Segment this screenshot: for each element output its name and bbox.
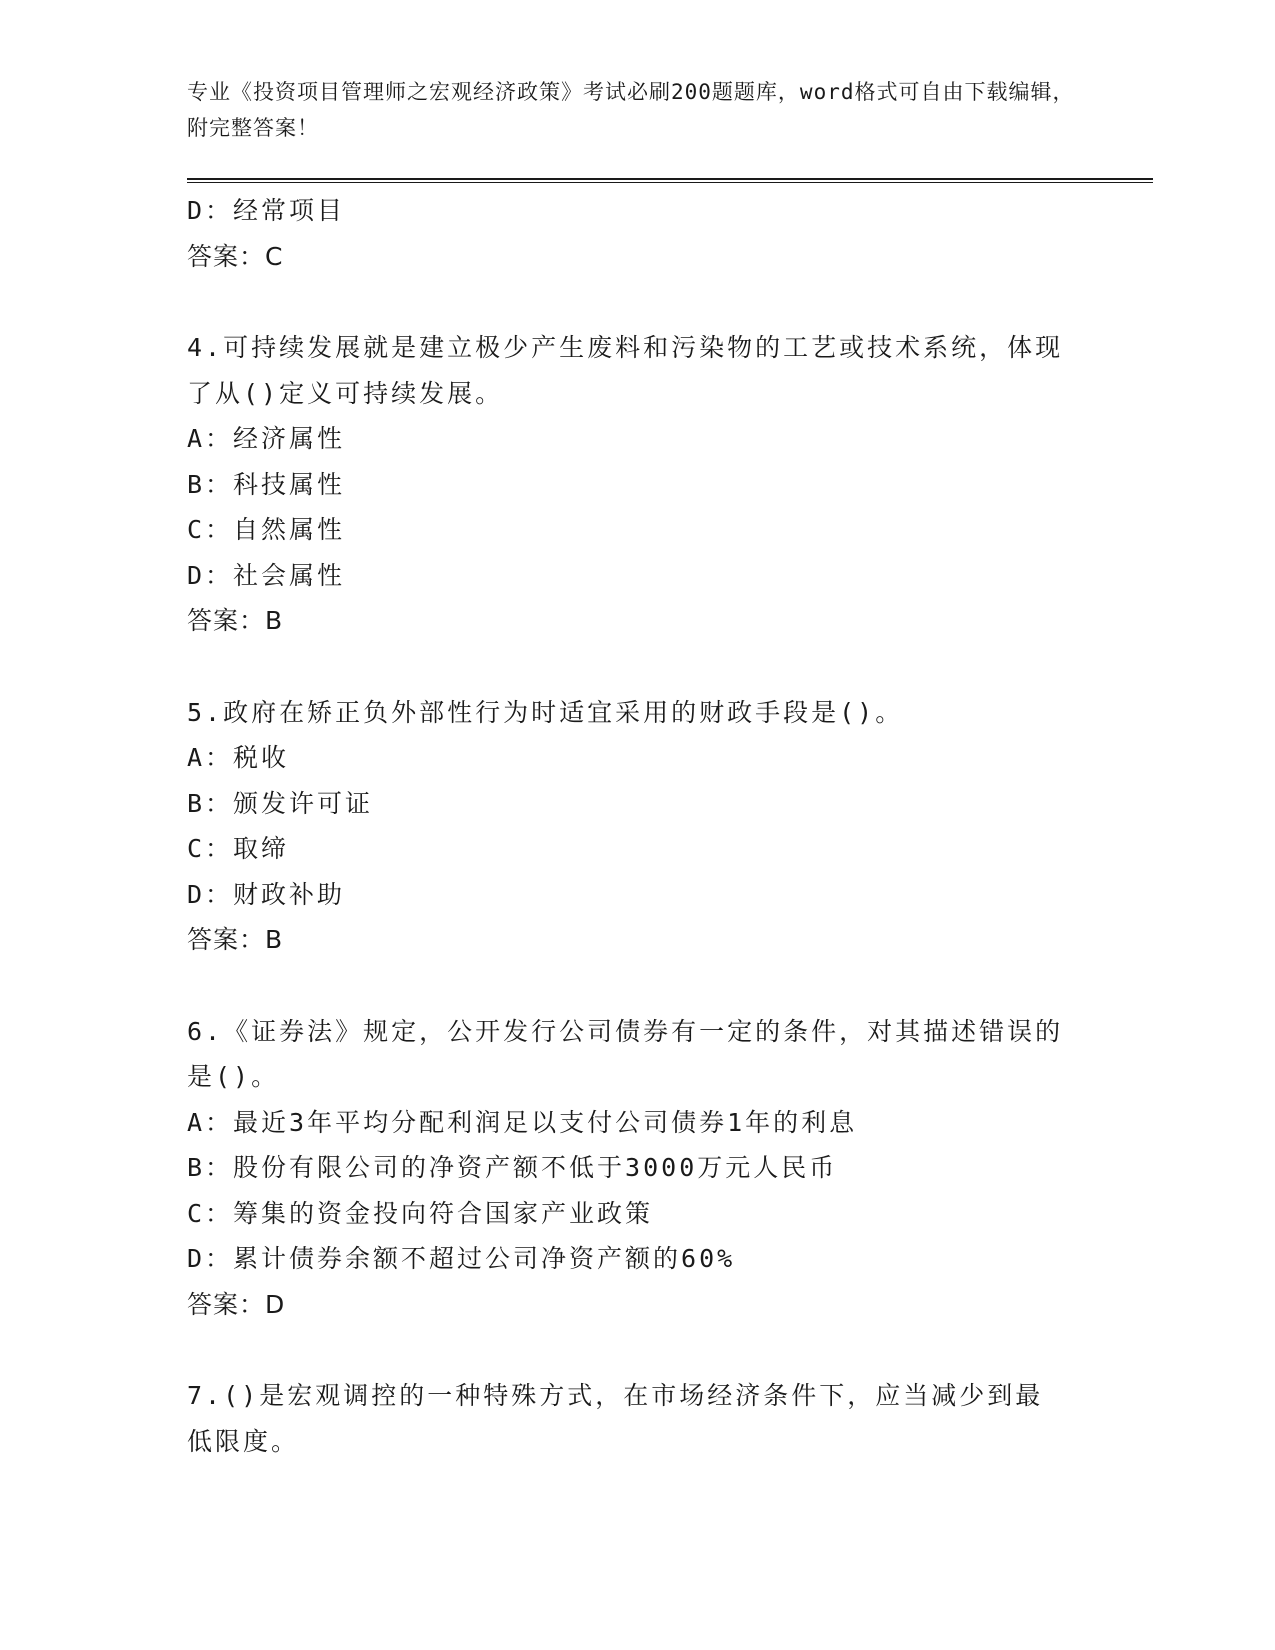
question-list — [187, 188, 1067, 1464]
question-stem: 6.《证券法》规定，公开发行公司债券有一定的条件，对其描述错误的是()。 — [187, 1016, 1064, 1091]
spacer — [187, 279, 1067, 325]
option-a: A：最近3年平均分配利润足以支付公司债券1年的利息 — [187, 1107, 858, 1137]
option-a: A：经济属性 — [187, 424, 346, 453]
option-c: C：自然属性 — [187, 515, 346, 544]
option-d: D：社会属性 — [187, 560, 346, 590]
header-divider — [187, 178, 1153, 183]
spacer — [187, 1327, 1067, 1373]
question-stem: 4.可持续发展就是建立极少产生废料和污染物的工艺或技术系统，体现了从()定义可持续发展。 — [187, 333, 1064, 408]
answer: 答案：D — [187, 1289, 286, 1319]
option-d: D：经常项目 — [187, 196, 346, 225]
question-stem: 5.政府在矫正负外部性行为时适宜采用的财政手段是()。 — [187, 697, 904, 727]
option-c: C：筹集的资金投向符合国家产业政策 — [187, 1198, 654, 1228]
answer: 答案：C — [187, 241, 284, 271]
option-a: A：税收 — [187, 743, 290, 772]
option-b: B：颁发许可证 — [187, 788, 374, 818]
question-stem: 7.()是宏观调控的一种特殊方式，在市场经济条件下，应当减少到最低限度。 — [187, 1381, 1044, 1456]
option-d: D：财政补助 — [187, 879, 346, 909]
option-b: B：股份有限公司的净资产额不低于3000万元人民币 — [187, 1153, 838, 1182]
option-b: B：科技属性 — [187, 469, 346, 499]
page-header: 专业《投资项目管理师之宏观经济政策》考试必刷200题题库，word格式可自由下载编辑，附完整答案！ — [187, 80, 1075, 140]
answer: 答案：B — [187, 606, 284, 635]
option-c: C：取缔 — [187, 834, 290, 863]
question-5 — [187, 690, 1067, 963]
answer: 答案：B — [187, 925, 284, 954]
question-4 — [187, 325, 1067, 644]
spacer — [187, 963, 1067, 1009]
spacer — [187, 644, 1067, 690]
option-d: D：累计债券余额不超过公司净资产额的60% — [187, 1244, 736, 1273]
question-7 — [187, 1373, 1067, 1464]
question-6 — [187, 1009, 1067, 1328]
